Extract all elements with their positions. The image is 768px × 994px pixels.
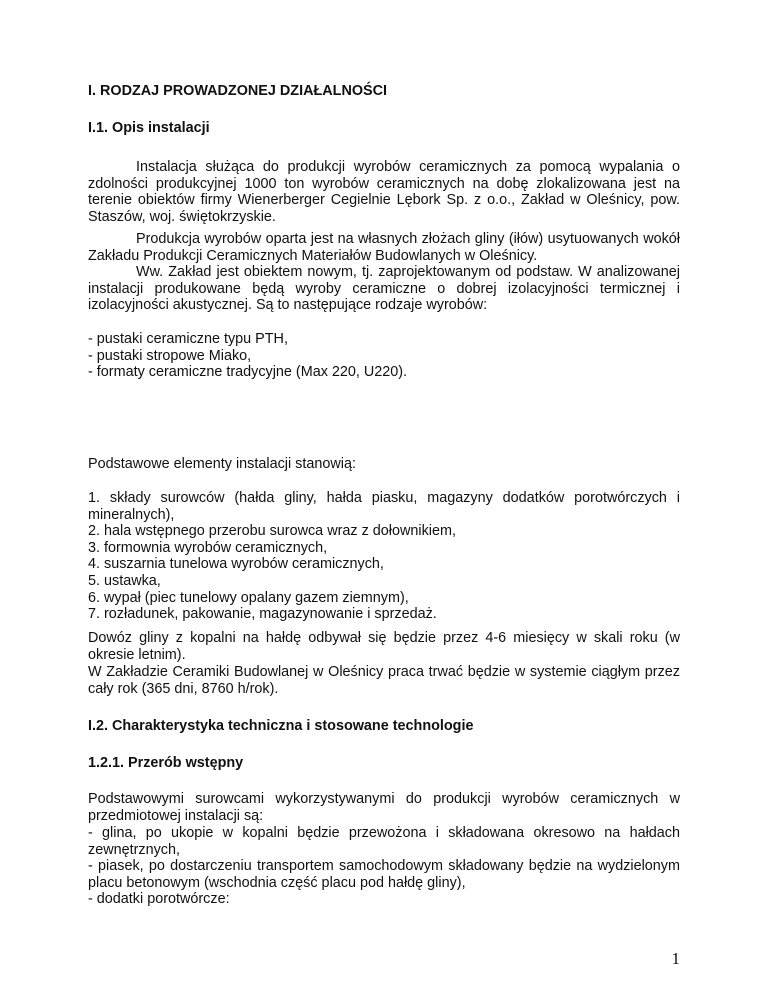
- paragraph-raw-materials: Podstawowymi surowcami wykorzystywanymi do produkcji wyrobów ceramicznych w przedmiotowej instalacji są:: [88, 791, 680, 824]
- list-item: 7. rozładunek, pakowanie, magazynowanie i sprzedaż.: [88, 606, 437, 623]
- elements-list: [88, 490, 680, 623]
- list-item: 6. wypał (piec tunelowy opalany gazem ziemnym),: [88, 589, 409, 606]
- list-item: - pustaki ceramiczne typu PTH,: [88, 331, 288, 347]
- main-heading: I. RODZAJ PROWADZONEJ DZIAŁALNOŚCI: [88, 83, 388, 99]
- section-heading-1-2: I.2. Charakterystyka techniczna i stosowane technologie: [88, 718, 474, 734]
- list-item: 2. hala wstępnego przerobu surowca wraz z dołownikiem,: [88, 523, 456, 540]
- paragraph-clay-transport: Dowóz gliny z kopalni na hałdę odbywał się będzie przez 4-6 miesięcy w skali roku (w okresie letnim).: [88, 630, 680, 663]
- paragraph-installation: Instalacja służąca do produkcji wyrobów ceramicznych za pomocą wypalania o zdolności produkcyjnej 1000 ton wyrobów ceramicznych na dobę zlokalizowana jest na terenie obiektów firmy Wienerberger Cegielnie Lębork Sp. z o.o., Zakład w Oleśnicy, pow. Staszów, woj. świętokrzyskie.: [88, 159, 680, 225]
- page-number: 1: [671, 949, 680, 968]
- list-item: 4. suszarnia tunelowa wyrobów ceramicznych,: [88, 556, 384, 573]
- product-list: [88, 331, 680, 381]
- section-heading-1-2-1: 1.2.1. Przerób wstępny: [88, 755, 244, 771]
- list-item: - pustaki stropowe Miako,: [88, 347, 252, 364]
- list-item: - piasek, po dostarczeniu transportem samochodowym składowany będzie na wydzielonym placu betonowym (wschodnia część placu pod hałdę gliny),: [88, 858, 680, 891]
- paragraph-plant: Ww. Zakład jest obiektem nowym, tj. zaprojektowanym od podstaw. W analizowanej instalacji produkowane będą wyroby ceramiczne o dobrej izolacyjności termicznej i izolacyjności akustycznej. Są to następujące rodzaje wyrobów:: [88, 264, 680, 314]
- list-item: 1. składy surowców (hałda gliny, hałda piasku, magazyny dodatków porotwórczych i mineralnych),: [88, 490, 680, 523]
- list-item: - dodatki porotwórcze:: [88, 891, 230, 908]
- section-heading-1-1: I.1. Opis instalacji: [88, 120, 210, 136]
- list-item: - formaty ceramiczne tradycyjne (Max 220, U220).: [88, 364, 408, 381]
- list-item: 3. formownia wyrobów ceramicznych,: [88, 539, 328, 556]
- paragraph-work-system: W Zakładzie Ceramiki Budowlanej w Oleśnicy praca trwać będzie w systemie ciągłym przez cały rok (365 dni, 8760 h/rok).: [88, 664, 680, 697]
- raw-materials-list: [88, 825, 680, 908]
- list-item: 5. ustawka,: [88, 572, 161, 589]
- paragraph-production: Produkcja wyrobów oparta jest na własnych złożach gliny (iłów) usytuowanych wokół Zakładu Produkcji Ceramicznych Materiałów Budowlanych w Oleśnicy.: [88, 231, 680, 264]
- list-item: - glina, po ukopie w kopalni będzie przewożona i składowana okresowo na hałdach zewnętrznych,: [88, 825, 680, 858]
- elements-intro: Podstawowe elementy instalacji stanowią:: [88, 456, 356, 472]
